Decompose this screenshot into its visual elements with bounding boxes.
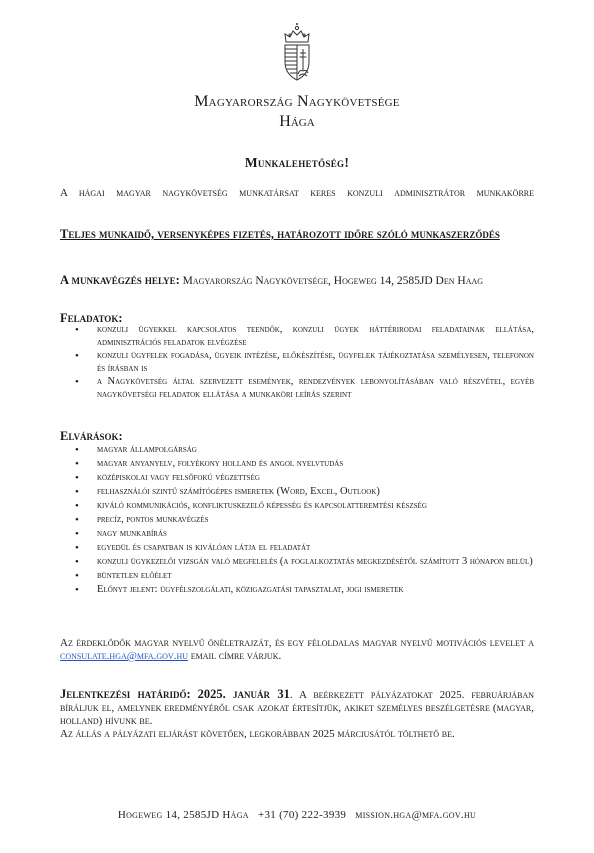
requirements-heading: Elvárások: xyxy=(60,429,123,443)
footer xyxy=(0,809,594,821)
requirement-item: • középiskolai vagy felsőfokú végzettség xyxy=(60,472,534,485)
footer-email: mission.hga@mfa.gov.hu xyxy=(355,809,477,821)
deadline-label: Jelentkezési határidő: xyxy=(60,687,191,701)
workplace-paragraph xyxy=(60,273,534,288)
deadline-text: . A beérkezett pályázatokat 2025. februárjában bíráljuk el, amelynek eredményéről csak azokat értesítjük, akiket személyes beszélgetésre (magyar, holland) hívunk be. xyxy=(60,689,535,727)
workplace-value: Magyarország Nagykövetsége, Hogeweg 14, 2585JD Den Haag xyxy=(182,275,484,287)
requirement-item: • nagy munkabírás xyxy=(60,528,534,541)
task-item: • a Nagykövetség által szervezett események, rendezvények lebonyolításában való részvétel, egyéb nagykövetségi feladatok ellátása a munkaköri leírás szerint xyxy=(60,376,534,401)
requirement-item: • büntetlen előélet xyxy=(60,570,534,583)
start-date-note: Az állás a pályázati eljárást követően, legkorábban 2025 márciusától tölthető be. xyxy=(60,728,455,740)
page-title: Munkalehetőség! xyxy=(244,155,350,170)
embassy-city: Hága xyxy=(279,113,315,130)
application-paragraph xyxy=(60,637,534,663)
employment-conditions: Teljes munkaidő, versenyképes fizetés, határozott időre szóló munkaszerződés xyxy=(60,227,500,241)
task-item: • konzuli ügyfelek fogadása, ügyeik intézése, előkészítése, ügyfelek tájékoztatása személyesen, telefonon és írásban is xyxy=(60,350,534,375)
requirement-item: • kiváló kommunikációs, konfliktuskezelő képesség és kapcsolatteremtési készség xyxy=(60,500,534,513)
footer-phone: +31 (70) 222-3939 xyxy=(257,809,347,821)
requirement-item: • egyedül és csapatban is kiválóan látja el feladatát xyxy=(60,542,534,555)
intro-text: A hágai magyar nagykövetség munkatársat keres konzuli adminisztrátor munkakörre xyxy=(60,187,534,199)
requirement-item: • Előnyt jelent: ügyfélszolgálati, közigazgatási tapasztalat, jogi ismeretek xyxy=(60,584,534,597)
requirement-item: • magyar állampolgárság xyxy=(60,444,534,457)
requirement-item: • felhasználói szintű számítógépes ismeretek (Word, Excel, Outlook) xyxy=(60,486,534,499)
application-text-end: email címre várjuk. xyxy=(188,650,282,662)
workplace-label: A munkavégzés helye: xyxy=(60,273,180,287)
coat-of-arms-logo xyxy=(276,22,318,84)
requirement-item: • precíz, pontos munkavégzés xyxy=(60,514,534,527)
deadline-paragraph xyxy=(60,688,534,741)
consulate-email-link[interactable]: consulate.hga@mfa.gov.hu xyxy=(60,650,189,662)
footer-address: Hogeweg 14, 2585JD Hága xyxy=(117,809,249,821)
deadline-date: 2025. január 31 xyxy=(197,687,290,701)
tasks-heading: Feladatok: xyxy=(60,311,123,325)
embassy-name: Magyarország Nagykövetsége xyxy=(194,93,400,110)
task-item: • konzuli ügyekkel kapcsolatos teendők, konzuli ügyek háttérirodai feladatainak ellátása, adminisztrációs feladatok elvégzése xyxy=(60,324,534,349)
requirement-item: • magyar anyanyelv, folyékony holland és angol nyelvtudás xyxy=(60,458,534,471)
tasks-list xyxy=(60,324,534,402)
requirement-item: • konzuli ügykezelői vizsgán való megfelelés (a foglalkoztatás megkezdésétől számított 3 hónapon belül) xyxy=(60,556,534,569)
application-text: Az érdeklődők magyar nyelvű önéletrajzát, és egy féloldalas magyar nyelvű motivációs levelet a xyxy=(60,637,534,649)
requirements-list xyxy=(60,444,534,598)
